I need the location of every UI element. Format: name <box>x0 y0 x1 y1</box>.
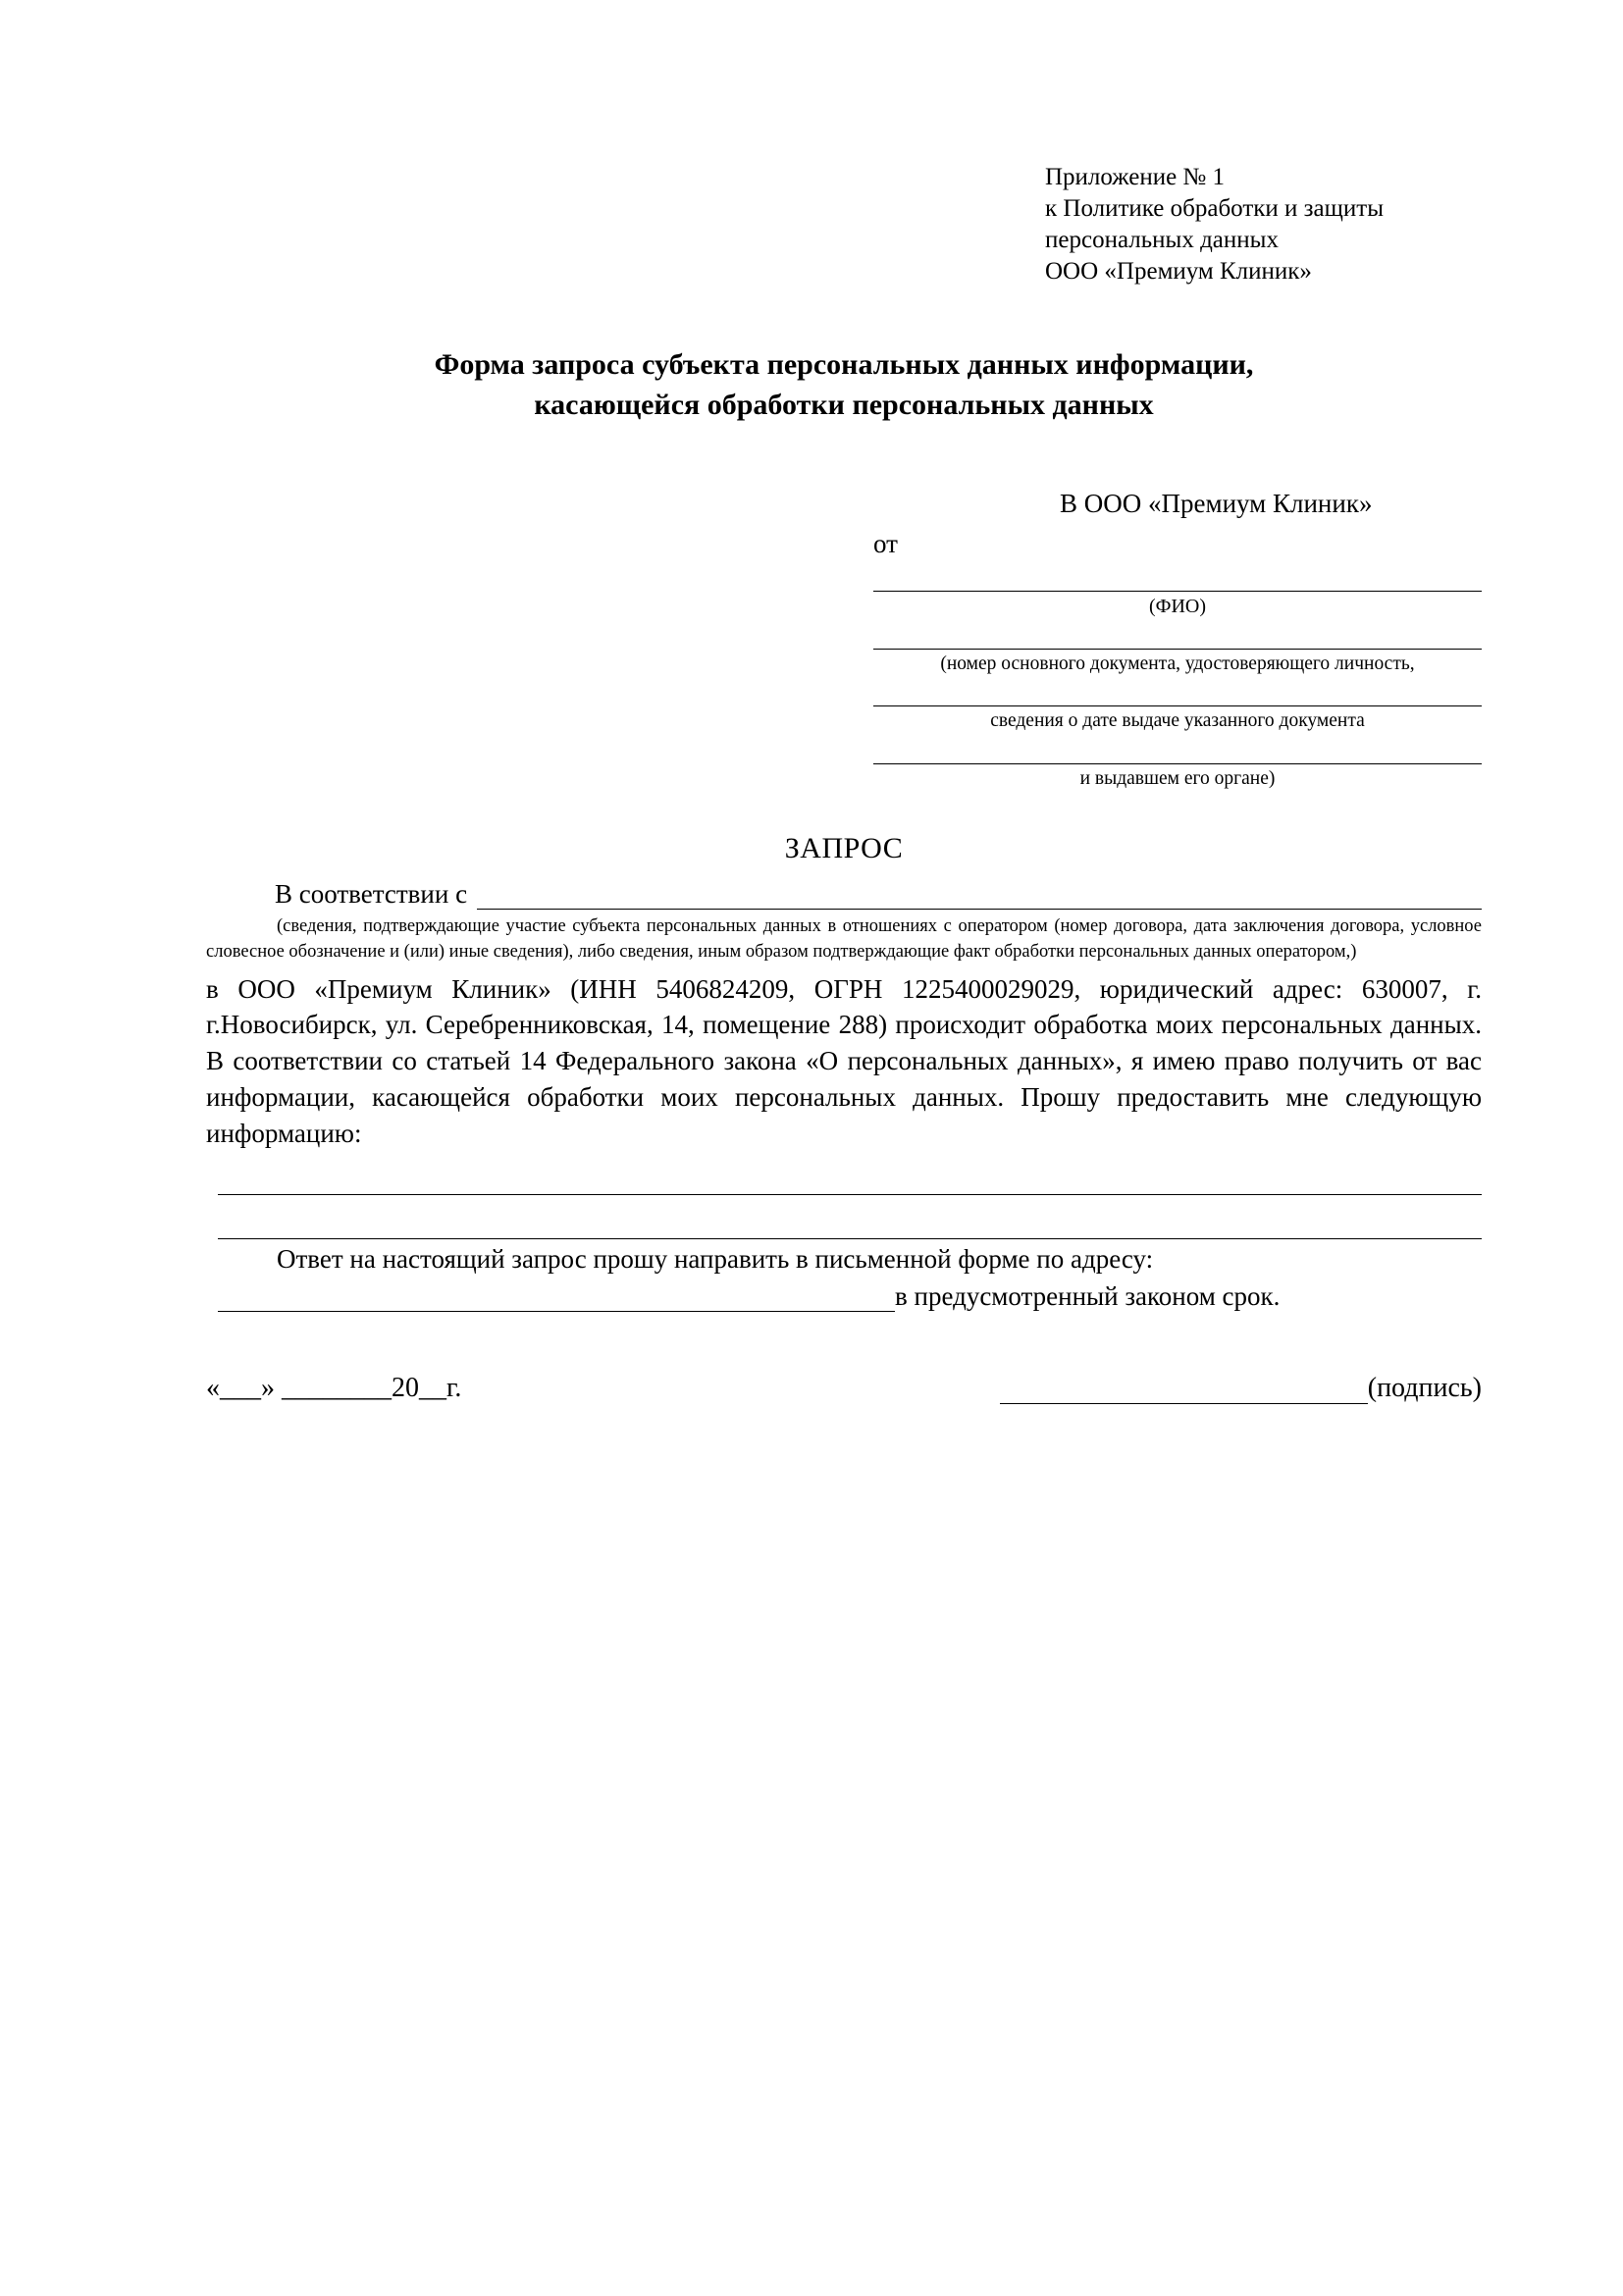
page-title-line-2: касающейся обработки персональных данных <box>534 389 1154 422</box>
request-info-input-line-2[interactable] <box>218 1195 1482 1239</box>
reply-term-text: в предусмотренный законом срок. <box>895 1280 1281 1311</box>
signature-label: (подпись) <box>1367 1372 1482 1403</box>
request-heading: ЗАПРОС <box>784 832 904 865</box>
explanatory-note <box>206 913 1482 965</box>
appendix-header <box>1045 162 1482 287</box>
request-info-input-line-1[interactable] <box>218 1151 1482 1195</box>
document-date-caption: сведения о дате выдаче указанного документа <box>990 710 1365 732</box>
applicant-fields <box>873 561 1482 791</box>
fio-caption: (ФИО) <box>1148 595 1206 617</box>
appendix-header-line-2: к Политике обработки и защиты <box>1045 195 1385 222</box>
page-title <box>206 344 1482 426</box>
addressee-organization: В ООО «Премиум Клиник» <box>1060 488 1373 518</box>
in-accordance-input-line[interactable] <box>477 883 1482 910</box>
in-accordance-label: В соответствии с <box>275 879 468 910</box>
addressee-from-label: от <box>873 528 898 558</box>
document-issuer-caption: и выдавшем его органе) <box>1079 767 1276 789</box>
reply-address-input-line[interactable] <box>218 1285 895 1312</box>
reply-instruction <box>206 1241 1482 1278</box>
signature-date-field[interactable]: «___» ________20__г. <box>206 1372 462 1403</box>
in-accordance-row <box>206 879 1482 910</box>
document-number-caption: (номер основного документа, удостоверяющего личность, <box>940 652 1415 674</box>
reply-address-row <box>206 1281 1482 1312</box>
document-number-input-line[interactable] <box>873 619 1482 650</box>
reply-instruction-text: Ответ на настоящий запрос прошу направить в письменной форме по адресу: <box>277 1244 1154 1275</box>
signature-input-line[interactable] <box>1000 1378 1368 1404</box>
document-content <box>206 162 1482 1404</box>
explanatory-note-text: (сведения, подтверждающие участие субъекта персональных данных в отношениях с оператором (номер договора, дата заключения договора, условное словесное обозначение и (или) иные сведения), либо сведения, иным образом подтверждающие факт обработки персональных данных оператором,) <box>206 916 1482 963</box>
appendix-header-line-4: ООО «Премиум Клиник» <box>1045 258 1312 285</box>
signature-row <box>206 1373 1482 1404</box>
appendix-header-line-3: персональных данных <box>1045 227 1279 253</box>
appendix-header-line-1: Приложение № 1 <box>1045 164 1226 190</box>
document-issuer-input-line[interactable] <box>873 734 1482 764</box>
fio-input-line[interactable] <box>873 561 1482 592</box>
addressee-block <box>873 487 1482 561</box>
page-title-line-1: Форма запроса субъекта персональных данных информации, <box>434 348 1254 381</box>
signature-block <box>1000 1373 1482 1404</box>
request-body-paragraph: в ООО «Премиум Клиник» (ИНН 5406824209, ОГРН 1225400029029, юридический адрес: 630007, г. г.Новосибирск, ул. Серебренниковская, 14, помещение 288) происходит обработка моих персональных данных. В соответствии со статьей 14 Федерального закона «О персональных данных», я имею право получить от вас информации, касающейся обработки моих персональных данных. Прошу предоставить мне следующую информацию: <box>206 973 1482 1148</box>
document-date-input-line[interactable] <box>873 676 1482 706</box>
